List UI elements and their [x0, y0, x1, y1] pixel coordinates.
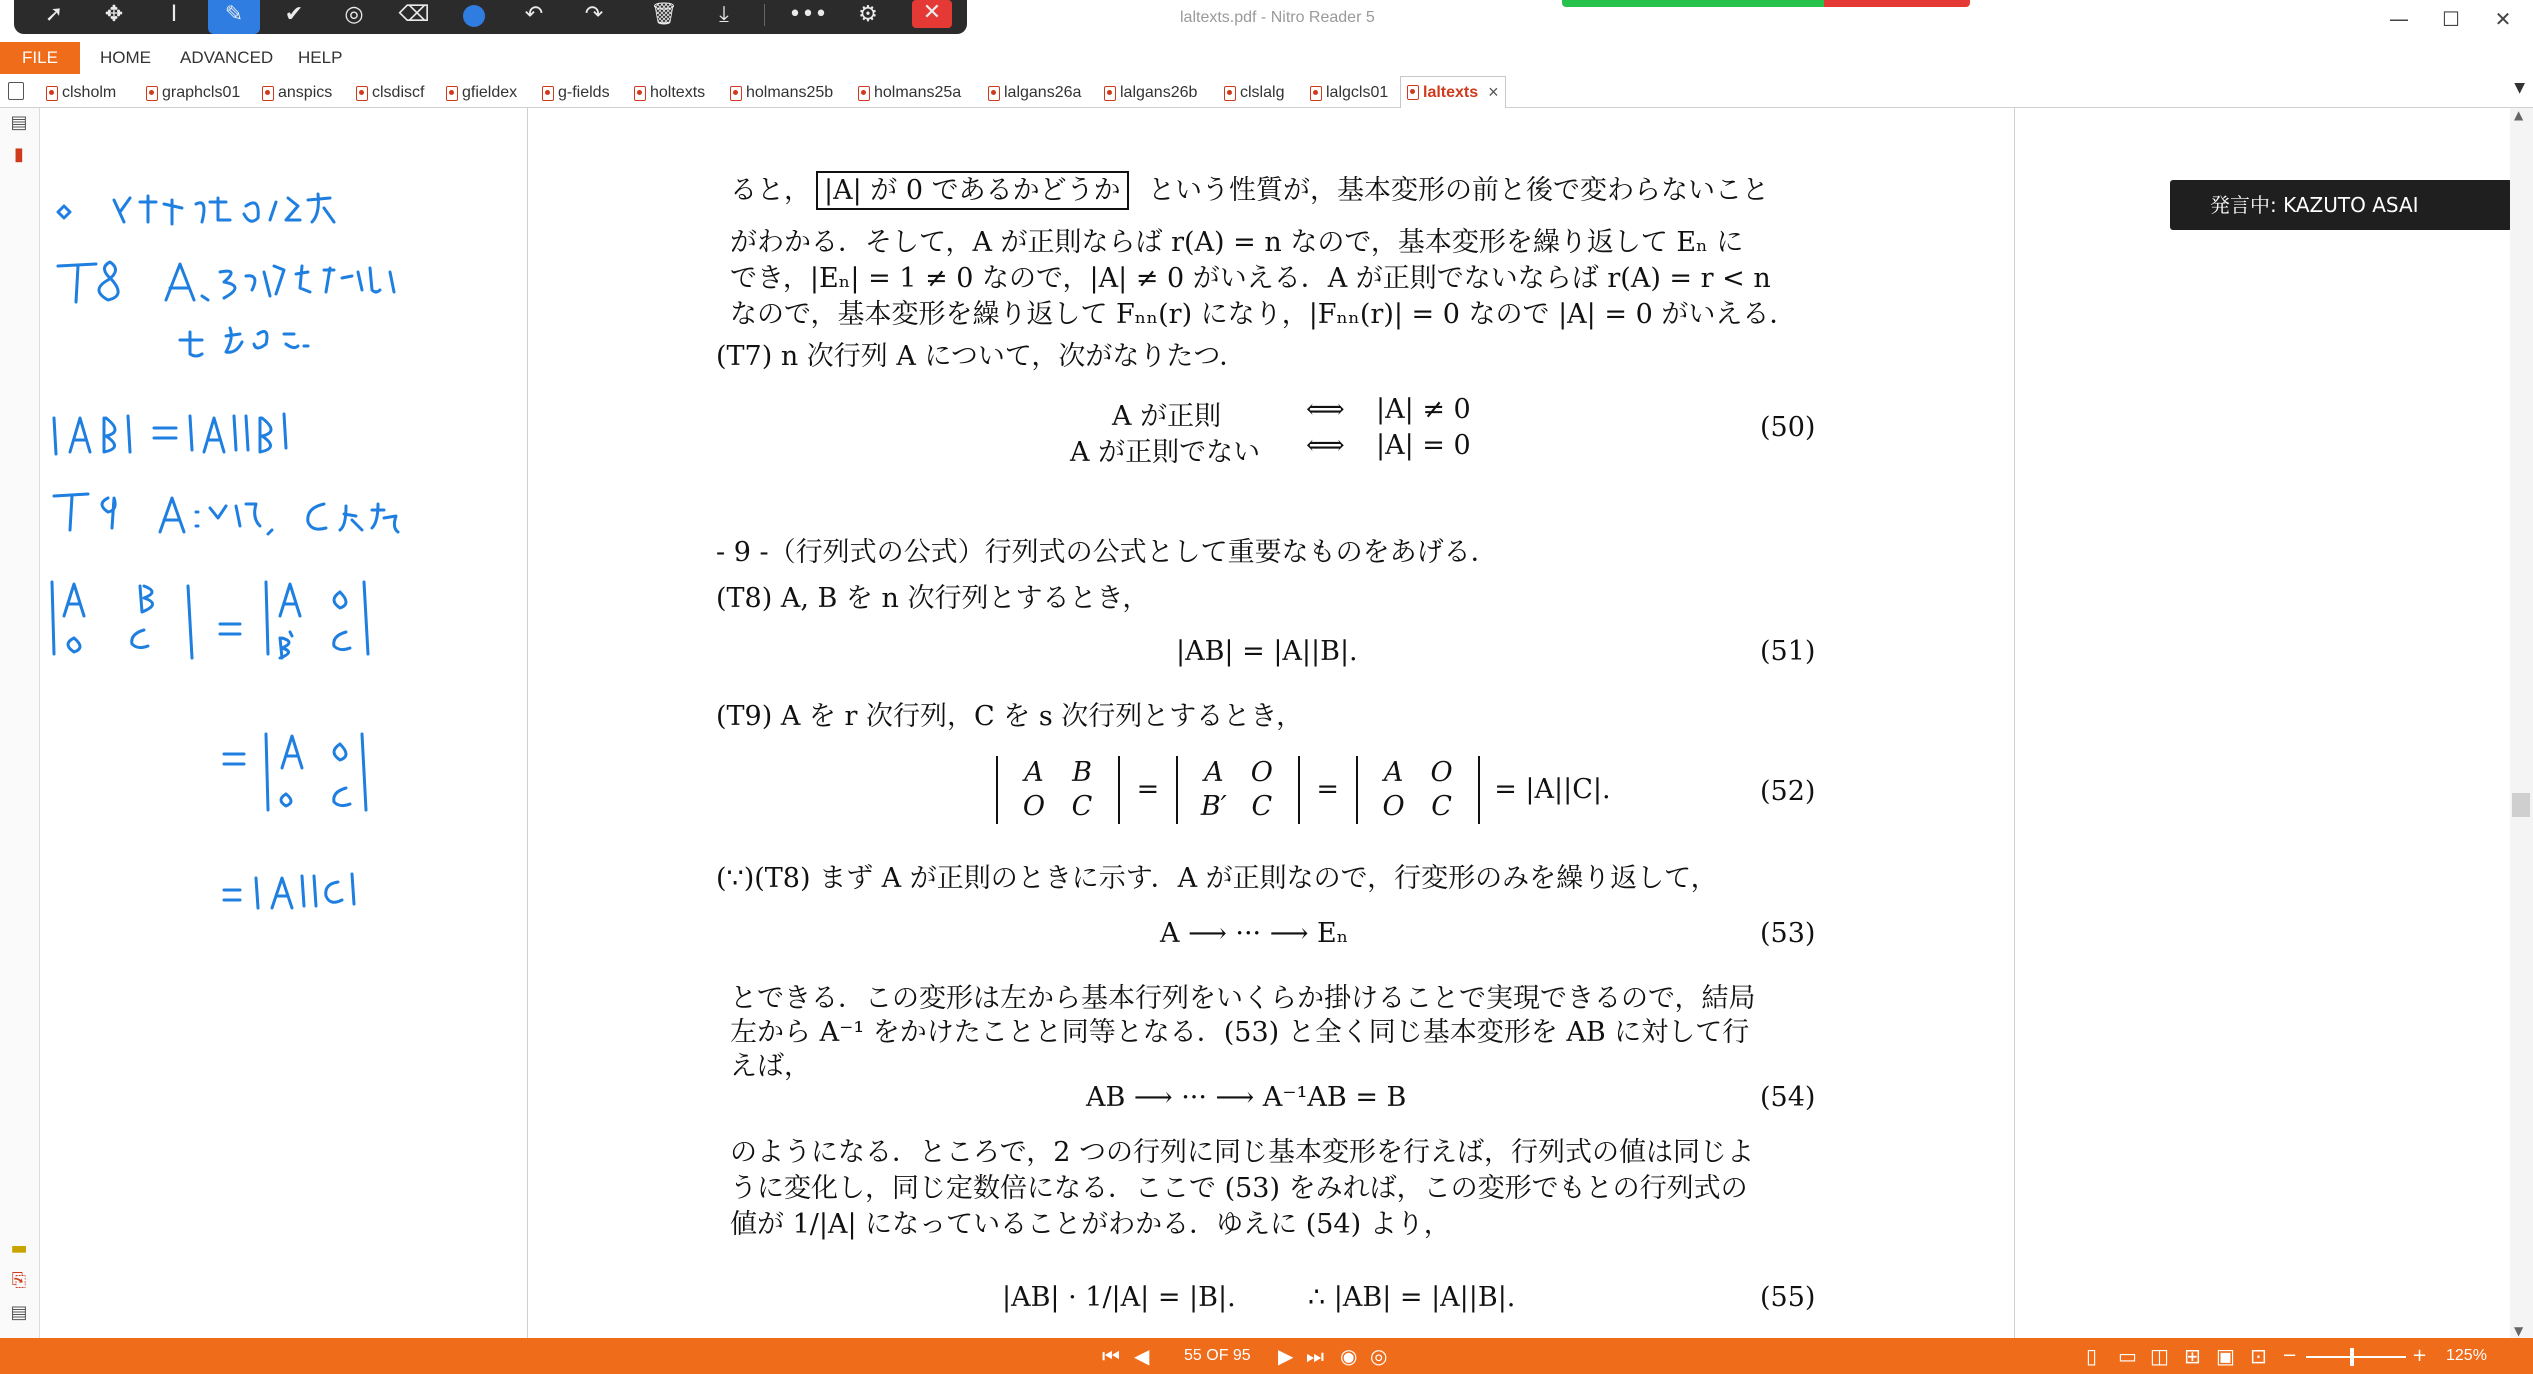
color-dot-icon[interactable] [448, 0, 500, 34]
pdf-file-icon [1407, 85, 1419, 100]
boxed-phrase: |A| が 0 であるかどうか [816, 168, 1129, 207]
matrix-2: A O B′ C [1176, 756, 1300, 824]
facing-continuous-icon[interactable]: ⊞ [2184, 1344, 2201, 1368]
tab-anspics[interactable] [262, 80, 332, 106]
eq-number: (50) [1760, 412, 1816, 443]
tab-lalgcls01[interactable] [1310, 80, 1388, 106]
ink-matrix-identity [52, 582, 368, 658]
attachments-panel-icon[interactable]: ⎘ [11, 1270, 27, 1291]
tab-gfieldex[interactable] [446, 80, 517, 106]
eq54: AB ⟶ ··· ⟶ A⁻¹AB = B [1086, 1082, 1407, 1113]
doc-line: がわかる．そして，A が正則ならば r(A) = n なので，基本変形を繰り返して Eₙ に [730, 227, 1744, 258]
more-icon[interactable]: ••• [788, 2, 828, 27]
tab-lalgans26b[interactable] [1104, 80, 1197, 106]
move-icon[interactable]: ✥ [104, 2, 124, 27]
proof-line: (∵)(T8) まず A が正則のときに示す．A が正則なので，行変形のみを繰り返して， [716, 863, 1718, 894]
pdf-file-icon [542, 86, 554, 101]
select-arrow-icon[interactable]: ➚ [44, 2, 64, 27]
theorem-t8: (T8) A, B を n 次行列とするとき， [716, 583, 1150, 614]
tab-label: clsdiscf [372, 84, 425, 101]
tab-close-icon[interactable]: × [1488, 82, 1499, 102]
facing-pages-icon[interactable]: ◫ [2150, 1344, 2169, 1368]
pdf-file-icon [262, 86, 274, 101]
doc-line: とできる．この変形は左から基本行列をいくらか掛けることで実現できるので，結局 [730, 983, 1756, 1014]
scroll-down-icon[interactable]: ▼ [2514, 1324, 2524, 1338]
meeting-status-strip [1562, 0, 1970, 7]
tab-label: holtexts [650, 84, 706, 101]
fit-page-icon[interactable]: ⊡ [2250, 1344, 2267, 1368]
matrix-1: A B O C [996, 756, 1120, 824]
doc-line: のようになる．ところで，2 つの行列に同じ基本変形を行えば，行列式の値は同じよ [730, 1137, 1754, 1168]
pdf-file-icon [446, 86, 458, 101]
eq52: A B O C = A O B′ C = A O O C = |A||C|. [996, 756, 1611, 824]
tab-clsholm[interactable] [46, 80, 116, 106]
doc-line: えば， [730, 1051, 811, 1082]
delete-icon[interactable]: 🗑 [650, 2, 678, 27]
pen-icon[interactable]: ✎ [208, 0, 260, 34]
eraser-icon[interactable]: ⌫ [398, 2, 430, 27]
minimize-icon[interactable]: — [2389, 7, 2409, 31]
tab-label: holmans25b [746, 84, 834, 101]
pdf-file-icon [1104, 86, 1116, 101]
tab-label: g-fields [558, 84, 610, 101]
pdf-file-icon [988, 86, 1000, 101]
eq50-row1-arrow: ⟺ [1306, 394, 1345, 425]
eq53: A ⟶ ··· ⟶ Eₙ [1160, 918, 1349, 949]
document-list-icon[interactable] [8, 82, 24, 100]
tab-laltexts[interactable] [1400, 76, 1506, 108]
undo-icon[interactable]: ↶ [524, 2, 544, 27]
doc-line: ると， [730, 175, 811, 206]
eq-number: (51) [1760, 636, 1816, 667]
tab-label: lalgcls01 [1326, 84, 1389, 101]
doc-line: という性質が，基本変形の前と後で変わらないこと [1148, 175, 1769, 206]
vertical-scrollbar[interactable] [2510, 108, 2533, 1338]
close-icon[interactable]: ✕ [2494, 7, 2512, 31]
first-page-icon[interactable]: ⏮ [1102, 1344, 1120, 1368]
ink-stamp-icon[interactable]: ◎ [344, 2, 364, 27]
pdf-file-icon [1224, 86, 1236, 101]
eq50-row1-left: A が正則 [1112, 401, 1222, 432]
settings-icon[interactable]: ⚙ [858, 2, 878, 27]
zoom-in-icon[interactable]: + [2412, 1345, 2428, 1366]
right-empty-area [2015, 108, 2533, 1338]
previous-view-icon[interactable]: ◉ [1340, 1344, 1358, 1368]
window-title: laltexts.pdf - Nitro Reader 5 [1180, 9, 1375, 26]
tab-label: graphcls01 [162, 84, 241, 101]
ink-det-result [224, 874, 354, 908]
section-heading: - 9 -（行列式の公式）行列式の公式として重要なものをあげる． [716, 537, 1498, 568]
ink-matrix-step2 [224, 734, 366, 810]
eq-number: (53) [1760, 918, 1816, 949]
menu-bar [0, 42, 2533, 74]
zoom-out-icon[interactable]: − [2282, 1345, 2298, 1366]
zoom-level[interactable]: 125% [2446, 1347, 2487, 1364]
speaking-indicator: 発言中: KAZUTO ASAI [2170, 180, 2512, 230]
eq55-left: |AB| · 1/|A| = |B|. [1002, 1282, 1236, 1313]
pdf-file-icon [858, 86, 870, 101]
eq50-row2-arrow: ⟺ [1306, 430, 1345, 461]
comments-panel-icon[interactable]: ▬ [10, 1238, 28, 1259]
scrollbar-thumb[interactable] [2512, 793, 2530, 817]
ink-t8-line [58, 262, 394, 302]
eq-number: (52) [1760, 776, 1816, 807]
continuous-page-icon[interactable]: ▭ [2118, 1344, 2137, 1368]
eq-number: (54) [1760, 1082, 1816, 1113]
scroll-up-icon[interactable]: ▲ [2514, 108, 2524, 122]
doc-line: 左から A⁻¹ をかけたことと同等となる．(53) と全く同じ基本変形を AB に対して行 [730, 1017, 1750, 1048]
theorem-t9: (T9) A を r 次行列，C を s 次行列とするとき， [716, 701, 1304, 732]
doc-line: 値が 1/|A| になっていることがわかる．ゆえに (54) より， [730, 1209, 1451, 1240]
handwritten-ink-drawing [40, 108, 528, 1338]
doc-line: でき，|Eₙ| = 1 ≠ 0 なので，|A| ≠ 0 がいえる．A が正則でないならば r(A) = r < n [730, 263, 1771, 294]
tab-label: lalgans26b [1120, 84, 1198, 101]
ink-det-product [54, 414, 286, 454]
pdf-file-icon [634, 86, 646, 101]
status-bar [0, 1338, 2533, 1374]
pages-panel-icon[interactable]: ▤ [10, 112, 28, 133]
tab-list-chevron-icon[interactable]: ▼ [2514, 80, 2525, 96]
zoom-slider[interactable] [2306, 1356, 2406, 1358]
fit-width-icon[interactable]: ▣ [2216, 1344, 2235, 1368]
matrix-3: A O O C [1356, 756, 1480, 824]
handwritten-notes-panel[interactable] [40, 108, 528, 1338]
eq50-row2-right: |A| = 0 [1376, 430, 1471, 461]
single-page-icon[interactable]: ▯ [2086, 1344, 2098, 1368]
left-rail [0, 108, 40, 1338]
tab-clslalg[interactable] [1224, 80, 1284, 106]
zoom-slider-thumb[interactable] [2350, 1348, 2354, 1366]
theorem-t7: (T7) n 次行列 A について，次がなりたつ． [716, 341, 1247, 372]
text-cursor-icon[interactable]: I [170, 2, 178, 27]
tab-label: clslalg [1240, 84, 1285, 101]
pdf-file-icon [146, 86, 158, 101]
output-panel-icon[interactable]: ▤ [10, 1302, 28, 1323]
tab-holmans25b[interactable] [730, 80, 833, 106]
download-icon[interactable]: ⤓ [719, 2, 729, 27]
check-icon[interactable]: ✔ [284, 2, 304, 27]
eq50-row2-left: A が正則でない [1070, 437, 1261, 468]
menu-advanced[interactable]: ADVANCED [180, 48, 274, 67]
eq50-row1-right: |A| ≠ 0 [1376, 394, 1471, 425]
menu-home[interactable]: HOME [100, 48, 151, 67]
tab-holmans25a[interactable] [858, 80, 961, 106]
pdf-file-icon [356, 86, 368, 101]
ink-toaruto [180, 328, 308, 356]
tab-label: clsholm [62, 84, 117, 101]
doc-line: うに変化し，同じ定数倍になる．ここで (53) をみれば，この変形でもとの行列式の [730, 1173, 1748, 1204]
tab-g-fields[interactable] [542, 80, 610, 106]
pdf-file-icon [46, 86, 58, 101]
toolbar-divider [764, 4, 765, 26]
tab-lalgans26a[interactable] [988, 80, 1081, 106]
menu-help[interactable]: HELP [298, 48, 343, 67]
document-tab-bar [0, 74, 2533, 108]
redo-icon[interactable]: ↷ [584, 2, 604, 27]
last-page-icon[interactable]: ⏭ [1306, 1344, 1324, 1368]
tab-label: holmans25a [874, 84, 962, 101]
ink-heading [58, 194, 334, 224]
tab-label: laltexts [1423, 83, 1479, 101]
bookmarks-panel-icon[interactable]: ▮ [14, 144, 24, 165]
tab-label: lalgans26a [1004, 84, 1082, 101]
eq55-right: ∴ |AB| = |A||B|. [1308, 1282, 1516, 1313]
pdf-file-icon [1310, 86, 1322, 101]
page-indicator[interactable]: 55 OF 95 [1184, 1347, 1251, 1364]
pdf-file-icon [730, 86, 742, 101]
tab-graphcls01[interactable] [146, 80, 240, 106]
maximize-icon[interactable]: ☐ [2442, 7, 2460, 31]
eq51: |AB| = |A||B|. [1176, 636, 1358, 667]
eq-number: (55) [1760, 1282, 1816, 1313]
tab-label: gfieldex [462, 84, 518, 101]
tab-clsdiscf[interactable] [356, 80, 424, 106]
pen-toolbar [14, 0, 967, 34]
next-view-icon[interactable]: ◎ [1370, 1344, 1388, 1368]
tab-label: anspics [278, 84, 333, 101]
next-page-icon[interactable]: ▶ [1278, 1344, 1294, 1368]
tab-holtexts[interactable] [634, 80, 705, 106]
menu-file[interactable]: FILE [0, 42, 80, 74]
previous-page-icon[interactable]: ◀ [1134, 1344, 1150, 1368]
doc-line: なので，基本変形を繰り返して Fₙₙ(r) になり，|Fₙₙ(r)| = 0 なので |A| = 0 がいえる． [730, 299, 1797, 330]
close-toolbar-button[interactable]: ✕ [912, 0, 952, 28]
ink-t9-line [54, 494, 398, 534]
